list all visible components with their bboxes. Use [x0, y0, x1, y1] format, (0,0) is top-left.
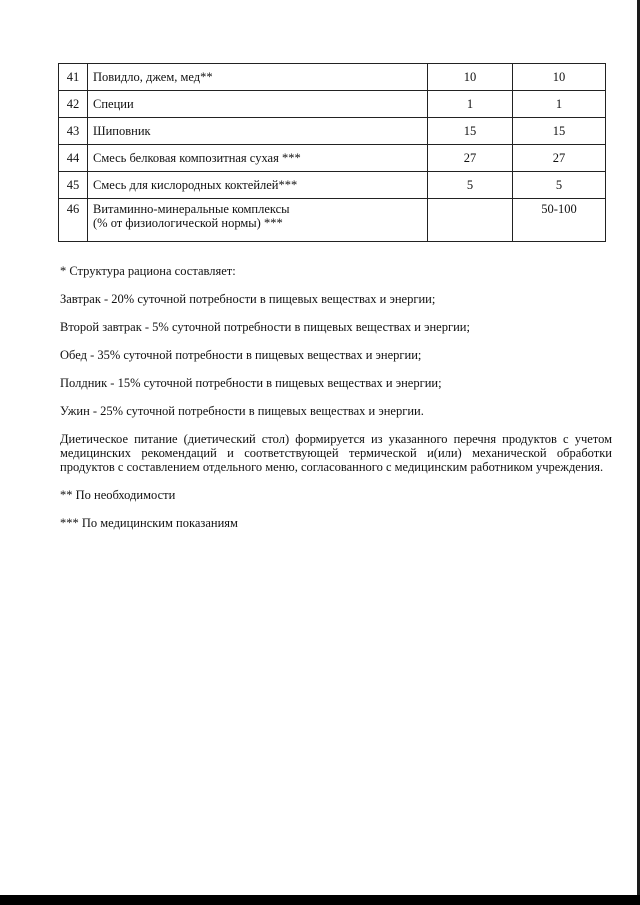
product-name: Шиповник	[88, 118, 428, 145]
value-cell: 15	[428, 118, 513, 145]
product-name	[88, 199, 428, 242]
value-cell: 27	[428, 145, 513, 172]
value-cell: 1	[513, 91, 606, 118]
product-name: Смесь для кислородных коктейлей***	[88, 172, 428, 199]
product-name: Повидло, джем, мед**	[88, 64, 428, 91]
value-cell: 27	[513, 145, 606, 172]
notes-section	[60, 264, 612, 544]
products-table	[58, 63, 606, 242]
dinner-note: Ужин - 25% суточной потребности в пищевых веществах и энергии.	[60, 404, 424, 418]
value-cell: 50-100	[513, 199, 606, 242]
value-cell: 10	[513, 64, 606, 91]
product-name-line: (% от физиологической нормы) ***	[93, 216, 283, 230]
structure-title: * Структура рациона составляет:	[60, 264, 236, 278]
table-row	[59, 118, 606, 145]
row-number: 43	[59, 118, 88, 145]
table-row	[59, 172, 606, 199]
table-row	[59, 199, 606, 242]
row-number: 45	[59, 172, 88, 199]
footnote-double-star: ** По необходимости	[60, 488, 176, 502]
value-cell: 1	[428, 91, 513, 118]
row-number: 46	[59, 199, 88, 242]
value-cell: 5	[428, 172, 513, 199]
row-number: 41	[59, 64, 88, 91]
table-row	[59, 64, 606, 91]
scan-bottom-bar	[0, 895, 640, 905]
breakfast-note: Завтрак - 20% суточной потребности в пищевых веществах и энергии;	[60, 292, 436, 306]
product-name-line: Витаминно-минеральные комплексы	[93, 202, 290, 216]
table-row	[59, 145, 606, 172]
value-cell: 5	[513, 172, 606, 199]
value-cell	[428, 199, 513, 242]
second-breakfast-note: Второй завтрак - 5% суточной потребности в пищевых веществах и энергии;	[60, 320, 470, 334]
value-cell: 10	[428, 64, 513, 91]
product-name: Смесь белковая композитная сухая ***	[88, 145, 428, 172]
lunch-note: Обед - 35% суточной потребности в пищевых веществах и энергии;	[60, 348, 422, 362]
footnote-triple-star: *** По медицинским показаниям	[60, 516, 238, 530]
row-number: 42	[59, 91, 88, 118]
row-number: 44	[59, 145, 88, 172]
value-cell: 15	[513, 118, 606, 145]
product-name: Специи	[88, 91, 428, 118]
snack-note: Полдник - 15% суточной потребности в пищевых веществах и энергии;	[60, 376, 442, 390]
diet-paragraph: Диетическое питание (диетический стол) формируется из указанного перечня продуктов с учетом медицинских рекомендаций и соответствующей термической и(или) механической обработки продуктов с составлением отдельного меню, согласованного с медицинским работником учреждения.	[60, 432, 612, 474]
table-row	[59, 91, 606, 118]
